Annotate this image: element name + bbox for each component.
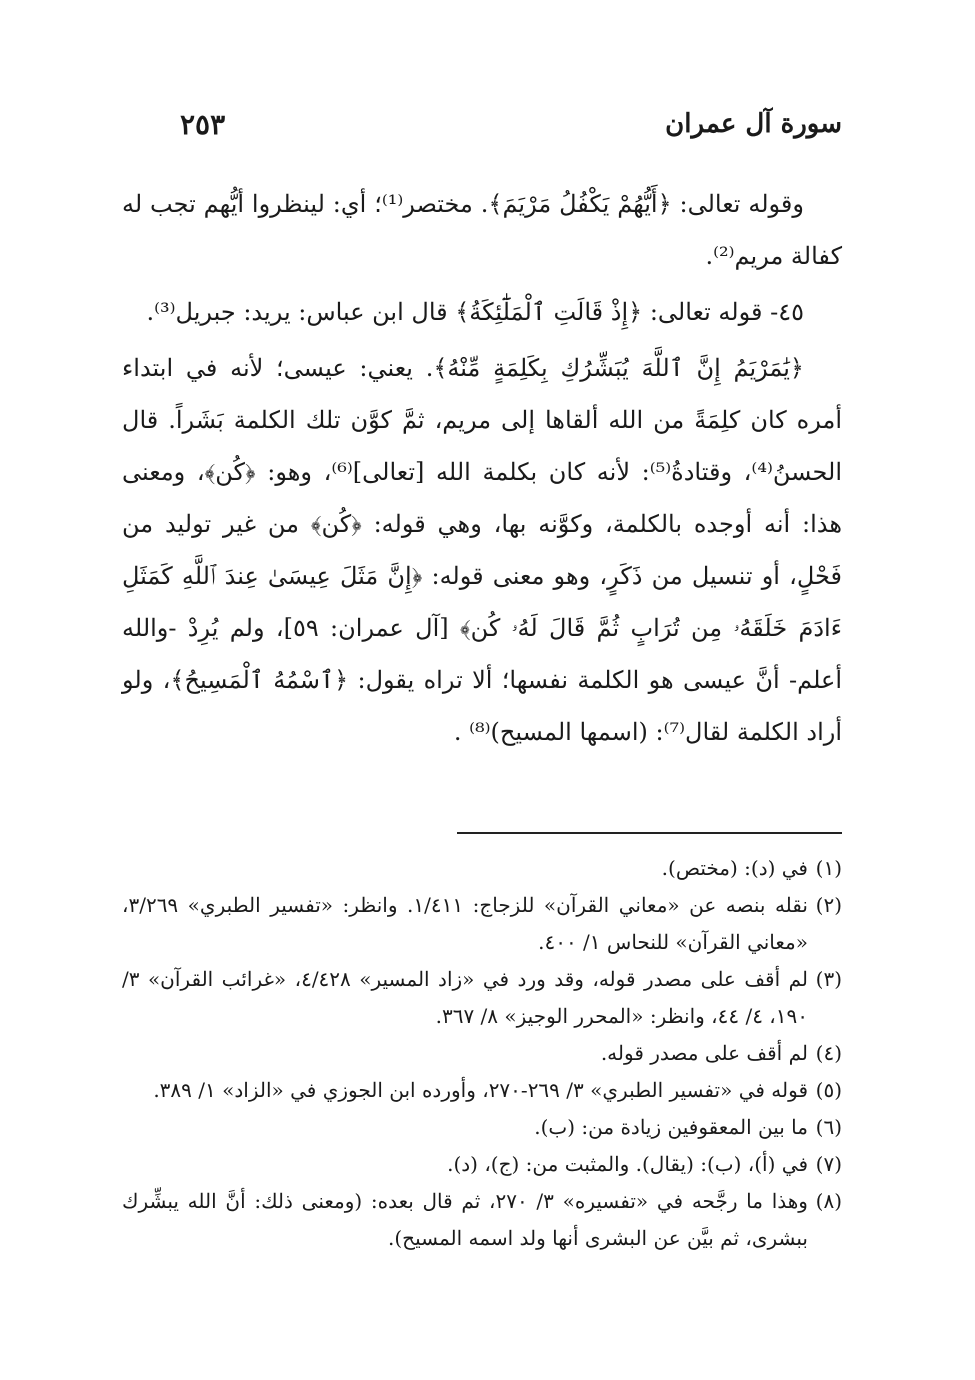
paragraph-commentary: ﴿يَٰمَرْيَمُ إِنَّ ٱللَّهَ يُبَشِّرُكِ بِكَلِمَةٍ مِّنْهُ﴾. يعني: عيسى؛ لأنه في ابتداء أمره كان كلِمَةً من الله ألقاها إلى مريم، ثمَّ كوَّن تلك الكلمة بَشَراً. قال الحسنُ⁽⁴⁾، وقتادةُ⁽⁵⁾: لأنه كان بكلمة الله [تعالى]⁽⁶⁾، وهو: ﴿كُن﴾، ومعنى هذا: أنه أوجده بالكلمة، وكوَّنه بها، وهي قوله: ﴿كُن﴾ من غير توليد من فَحْلٍ، أو تنسيل من ذَكَرٍ، وهو معنى قوله: ﴿إِنَّ مَثَلَ عِيسَىٰ عِندَ ٱللَّهِ كَمَثَلِ ءَادَمَ خَلَقَهُۥ مِن تُرَابٍ ثُمَّ قَالَ لَهُۥ كُن﴾ [آل عمران: ٥٩]، ولم يُرِدْ -والله أعلم- أنَّ عيسى هو الكلمة نفسها؛ ألا تراه يقول: ﴿ٱسْمُهُ ٱلْمَسِيحُ﴾، ولو أراد الكلمة لقال⁽⁷⁾: (اسمها المسيح)⁽⁸⁾ . — [122, 354, 843, 746]
footnotes — [122, 850, 842, 1257]
footnote-text: نقله بنصه عن «معاني القرآن» للزجاج: ١/٤١١. وانظر: «تفسير الطبري» ٣/٢٦٩، «معاني القرآن» للنحاس ١/ ٤٠٠. — [122, 893, 808, 954]
footnote-item — [122, 1109, 842, 1146]
footnote-item — [122, 887, 842, 961]
footnote-text: ما بين المعقوفين زيادة من: (ب). — [534, 1115, 808, 1139]
page-number: ٢٥٣ — [180, 107, 226, 141]
footnote-number: (٨) — [815, 1189, 842, 1213]
footnote-item — [122, 961, 842, 1035]
footnote-text: قوله في «تفسير الطبري» ٣/ ٢٦٩-٢٧٠، وأورده ابن الجوزي في «الزاد» ١/ ٣٨٩. — [153, 1078, 808, 1102]
footnote-text: في (أ)، (ب): (يقال). والمثبت من: (ج)، (د). — [447, 1152, 808, 1176]
footnote-separator — [457, 832, 842, 834]
running-header — [180, 104, 842, 144]
footnote-item — [122, 1183, 842, 1257]
main-text — [122, 178, 842, 762]
footnote-number: (٦) — [815, 1115, 842, 1139]
footnote-text: لم أقف على مصدر قوله، وقد ورد في «زاد المسير» ٤/٤٢٨، «غرائب القرآن» ٣/ ١٩٠، ٤/ ٤٤، وانظر: «المحرر الوجيز» ٨/ ٣٦٧. — [122, 967, 808, 1028]
footnote-item — [122, 850, 842, 887]
footnote-item — [122, 1035, 842, 1072]
footnote-item — [122, 1146, 842, 1183]
footnote-text: في (د): (مختص). — [661, 856, 808, 880]
footnote-number: (٢) — [815, 893, 842, 917]
surah-title: سورة آل عمران — [665, 109, 842, 139]
footnote-item — [122, 1072, 842, 1109]
footnote-number: (٥) — [815, 1078, 842, 1102]
footnote-number: (١) — [815, 856, 842, 880]
footnote-number: (٤) — [815, 1041, 842, 1065]
footnote-text: لم أقف على مصدر قوله. — [600, 1041, 808, 1065]
paragraph-verse-45: ٤٥- قوله تعالى: ﴿إِذْ قَالَتِ ٱلْمَلَٰٓئِكَةُ﴾ قال ابن عباس: يريد: جبريل⁽³⁾. — [146, 298, 804, 326]
footnote-number: (٣) — [815, 967, 842, 991]
footnote-text: وهذا ما رجَّحه في «تفسيره» ٣/ ٢٧٠، ثم قال بعده: (ومعنى ذلك: أنَّ الله يبشِّرك ببشرى، ثم بيَّن عن البشرى أنها ولد اسمه المسيح). — [122, 1189, 808, 1250]
footnote-number: (٧) — [815, 1152, 842, 1176]
paragraph-intro: وقوله تعالى: ﴿أَيُّهُمْ يَكْفُلُ مَرْيَمَ﴾. مختصر⁽¹⁾؛ أي: لينظروا أيُّهم تجب له كفالة مريم⁽²⁾. — [122, 190, 842, 270]
